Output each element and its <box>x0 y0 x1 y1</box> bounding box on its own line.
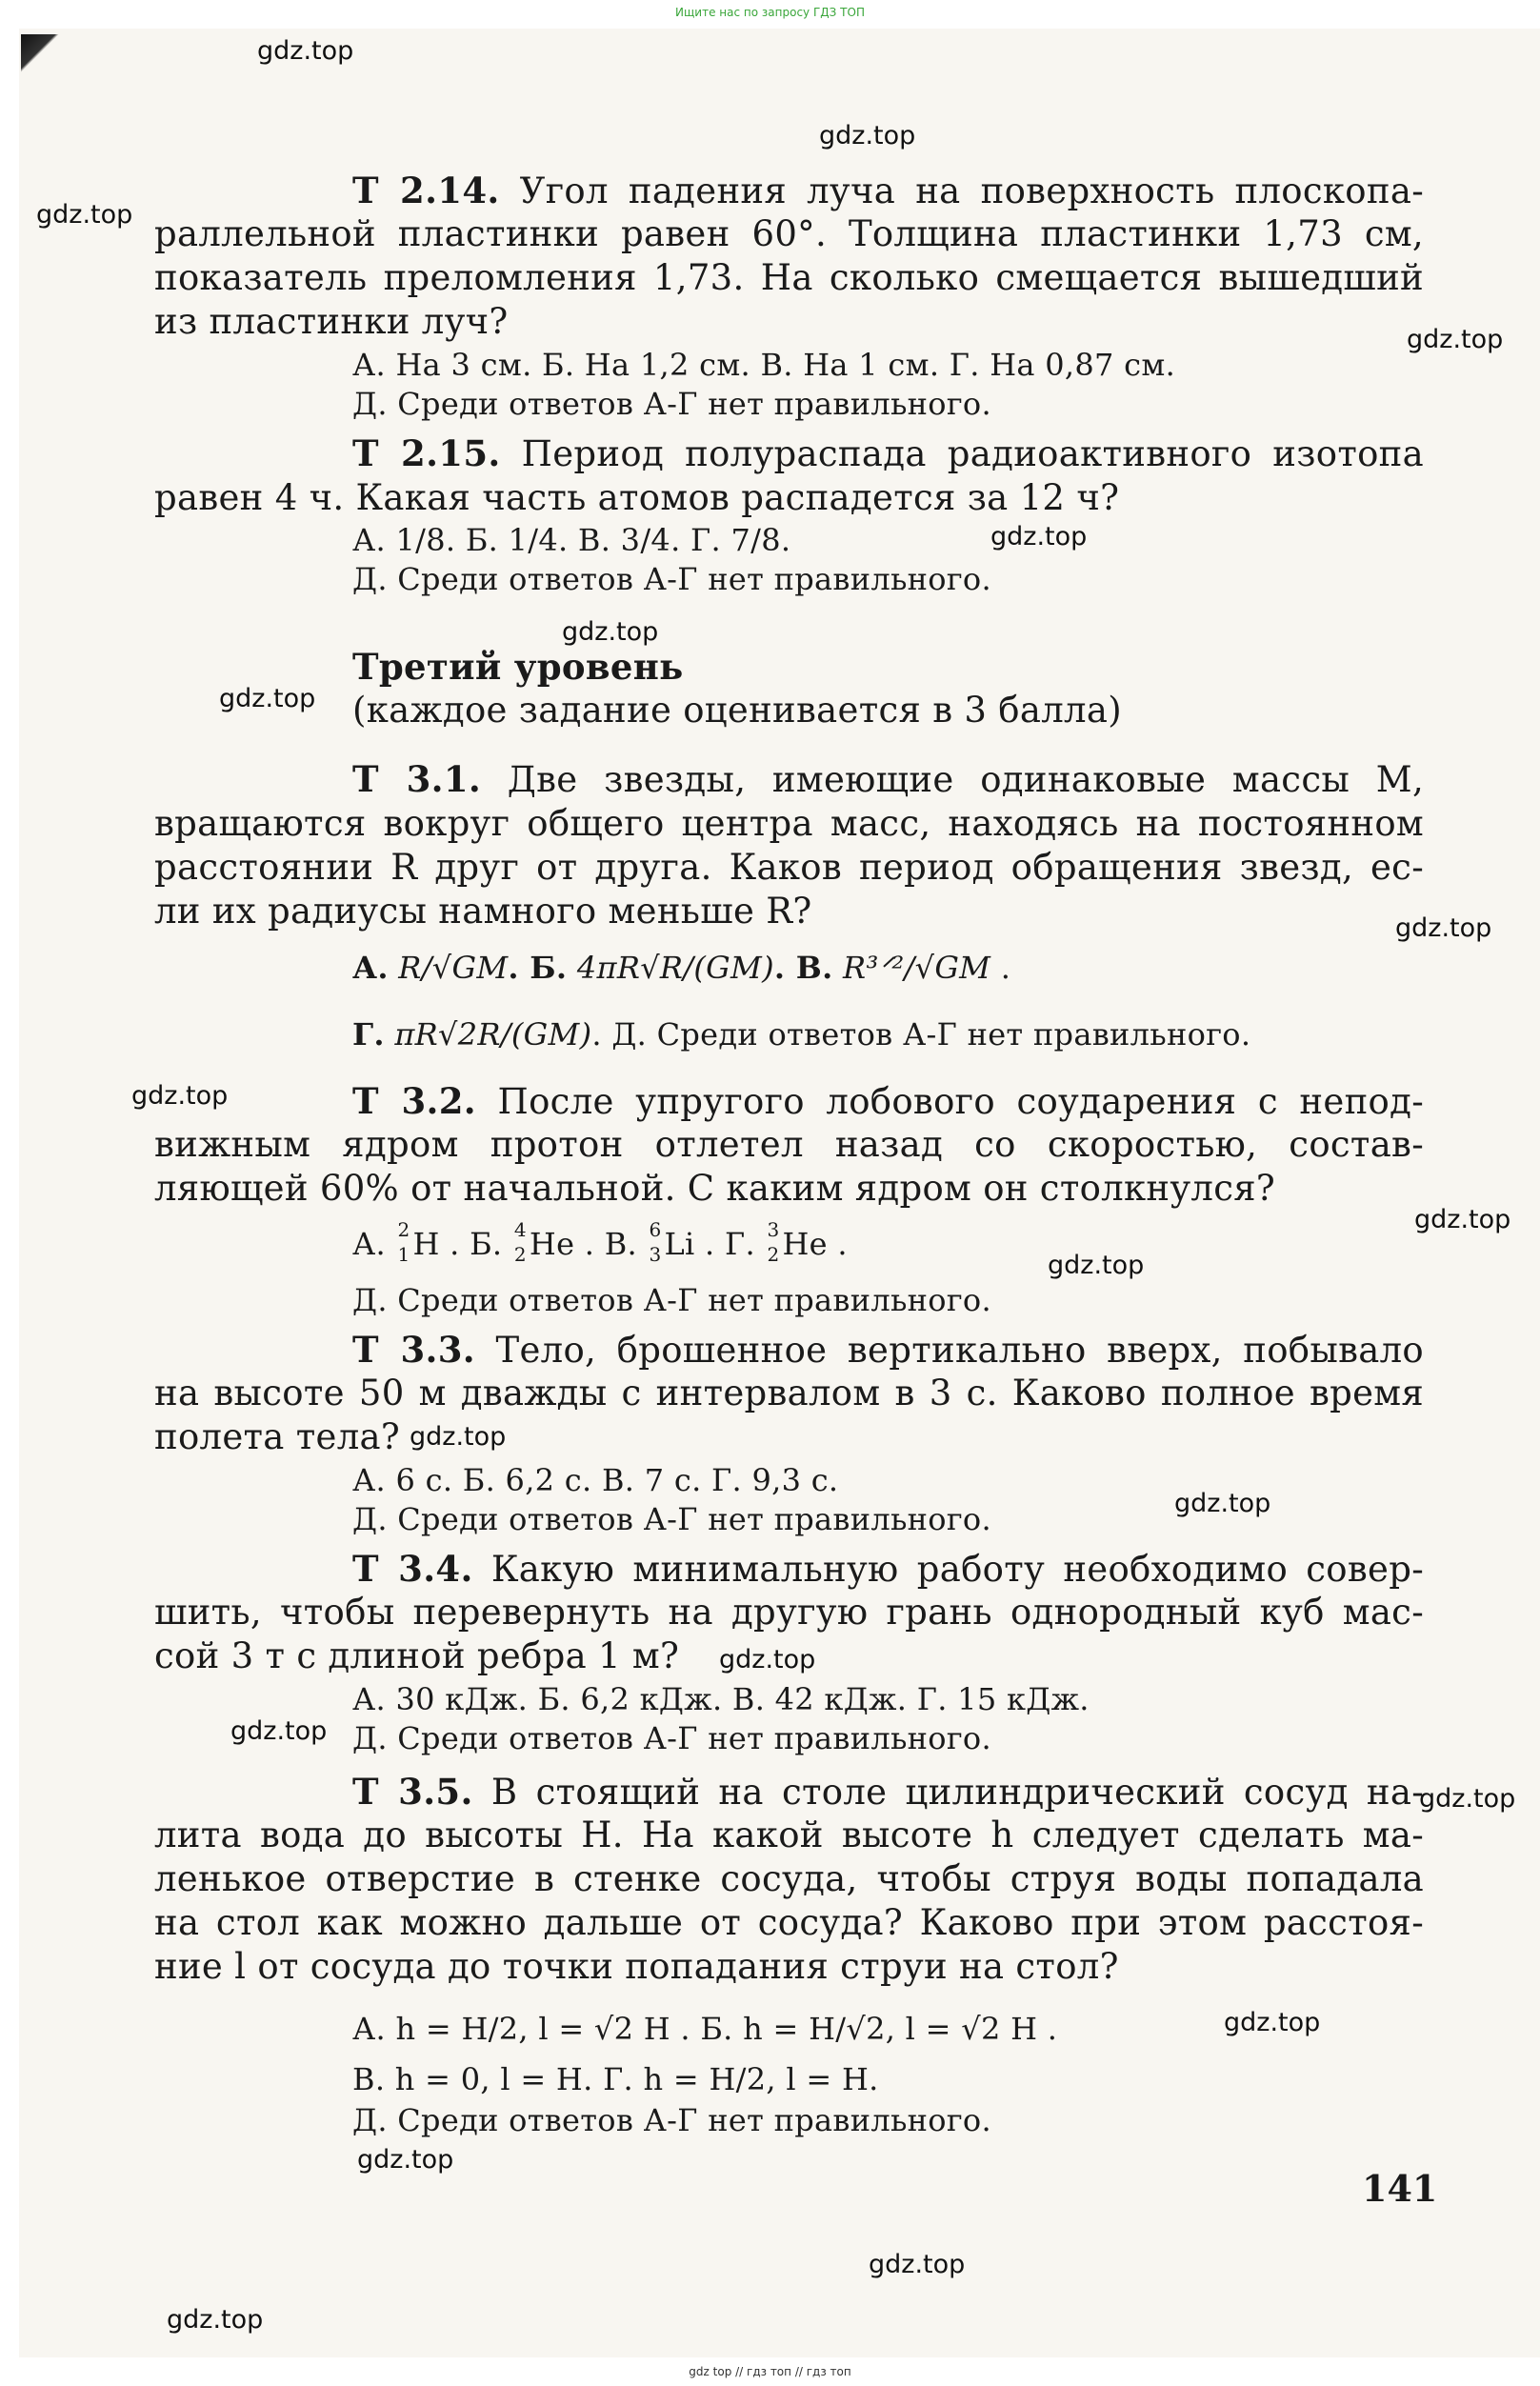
watermark: gdz.top <box>131 1081 229 1111</box>
watermark: gdz.top <box>36 200 133 230</box>
watermark: gdz.top <box>410 1422 507 1452</box>
t215-none: Д. Среди ответов А-Г нет правильного. <box>352 561 991 597</box>
t214-none: Д. Среди ответов А-Г нет правильного. <box>352 386 991 422</box>
t214-options: А. На 3 см. Б. На 1,2 см. В. На 1 см. Г. На 0,87 см. <box>352 347 1176 383</box>
page-number: 141 <box>1362 2167 1438 2210</box>
t35-line3: ленькое отверстие в стенке сосуда, чтобы струя воды попадала <box>154 1858 1424 1899</box>
t215-options: А. 1/8. Б. 1/4. В. 3/4. Г. 7/8. <box>352 522 791 558</box>
watermark: gdz.top <box>167 2305 264 2335</box>
t32-line3: ляющей 60% от начальной. С каким ядром он столкнулся? <box>154 1168 1276 1209</box>
t35-line4: на стол как можно дальше от сосуда? Каково при этом расстоя- <box>154 1902 1424 1943</box>
t32-line2: вижным ядром протон отлетел назад со скоростью, состав- <box>154 1124 1424 1165</box>
watermark: gdz.top <box>1419 1784 1516 1814</box>
top-banner[interactable]: Ищите нас по запросу ГДЗ ТОП <box>675 6 865 19</box>
watermark: gdz.top <box>1174 1489 1271 1518</box>
t32-none: Д. Среди ответов А-Г нет правильного. <box>352 1282 991 1318</box>
t214-line4: из пластинки луч? <box>154 301 509 342</box>
t35-options-vg: В. h = 0, l = H. Г. h = H/2, l = H. <box>352 2061 879 2097</box>
t31-line3: расстоянии R друг от друга. Каков период обращения звезд, ес- <box>154 847 1424 888</box>
t214-line2: раллельной пластинки равен 60°. Толщина пластинки 1,73 см, <box>154 213 1424 254</box>
t31-line1: Т 3.1. Две звезды, имеющие одинаковые массы M, <box>352 758 1425 800</box>
level3-subtitle: (каждое задание оценивается в 3 балла) <box>352 690 1122 731</box>
watermark: gdz.top <box>230 1716 328 1746</box>
t214-line1: Т 2.14. Угол падения луча на поверхность плоскопа- <box>352 170 1424 211</box>
bottom-banner[interactable]: gdz top // гдз топ // гдз топ <box>689 2365 851 2378</box>
t34-line1: Т 3.4. Какую минимальную работу необходимо совер- <box>352 1548 1424 1590</box>
t33-none: Д. Среди ответов А-Г нет правильного. <box>352 1501 991 1537</box>
t215-line2: равен 4 ч. Какая часть атомов распадется за 12 ч? <box>154 477 1120 518</box>
watermark: gdz.top <box>1048 1251 1145 1280</box>
watermark: gdz.top <box>257 36 354 66</box>
watermark: gdz.top <box>719 1645 816 1674</box>
t31-options-abc: А. R/√GM. Б. 4πR√R/(GM). В. R³ᐟ²/√GM . <box>352 950 1011 986</box>
watermark: gdz.top <box>1414 1205 1511 1234</box>
page-corner-shadow <box>21 34 59 72</box>
t31-line2: вращаются вокруг общего центра масс, находясь на постоянном <box>154 803 1424 844</box>
t33-line3: полета тела? <box>154 1416 400 1457</box>
watermark: gdz.top <box>357 2145 454 2175</box>
t35-none: Д. Среди ответов А-Г нет правильного. <box>352 2102 991 2138</box>
t35-options-ab: А. h = H/2, l = √2 H . Б. h = H/√2, l = √2 H . <box>352 2011 1058 2047</box>
t34-line3: сой 3 т с длиной ребра 1 м? <box>154 1635 680 1676</box>
watermark: gdz.top <box>219 684 316 713</box>
t31-line4: ли их радиусы намного меньше R? <box>154 891 812 932</box>
t31-options-d: Г. πR√2R/(GM). Д. Среди ответов А-Г нет правильного. <box>352 1016 1251 1053</box>
watermark: gdz.top <box>562 617 659 647</box>
watermark: gdz.top <box>1224 2008 1321 2037</box>
t214-line3: показатель преломления 1,73. На сколько смещается вышедший <box>154 257 1424 298</box>
t34-line2: шить, чтобы перевернуть на другую грань однородный куб мас- <box>154 1592 1424 1633</box>
t33-line2: на высоте 50 м дважды с интервалом в 3 с. Каково полное время <box>154 1373 1424 1414</box>
level3-title: Третий уровень <box>352 646 684 688</box>
t33-options: А. 6 с. Б. 6,2 с. В. 7 с. Г. 9,3 с. <box>352 1462 839 1498</box>
watermark: gdz.top <box>1407 325 1504 354</box>
t32-options: А. 2 1 H . Б. 4 2 He . В. 6 3 Li . Г. 3 2 He . <box>352 1218 848 1266</box>
watermark: gdz.top <box>819 121 916 150</box>
t33-line1: Т 3.3. Тело, брошенное вертикально вверх, побывало <box>352 1329 1425 1371</box>
t35-line5: ние l от сосуда до точки попадания струи на стол? <box>154 1946 1119 1987</box>
t34-options: А. 30 кДж. Б. 6,2 кДж. В. 42 кДж. Г. 15 кДж. <box>352 1681 1090 1717</box>
t35-line1: Т 3.5. В стоящий на столе цилиндрический сосуд на- <box>352 1771 1425 1813</box>
t215-line1: Т 2.15. Период полураспада радиоактивного изотопа <box>352 432 1424 474</box>
watermark: gdz.top <box>1395 913 1492 943</box>
t34-none: Д. Среди ответов А-Г нет правильного. <box>352 1720 991 1756</box>
watermark: gdz.top <box>869 2250 966 2279</box>
t35-line2: лита вода до высоты H. На какой высоте h следует сделать ма- <box>154 1815 1424 1855</box>
t32-line1: Т 3.2. После упругого лобового соударения с непод- <box>352 1080 1425 1122</box>
watermark: gdz.top <box>990 522 1088 551</box>
